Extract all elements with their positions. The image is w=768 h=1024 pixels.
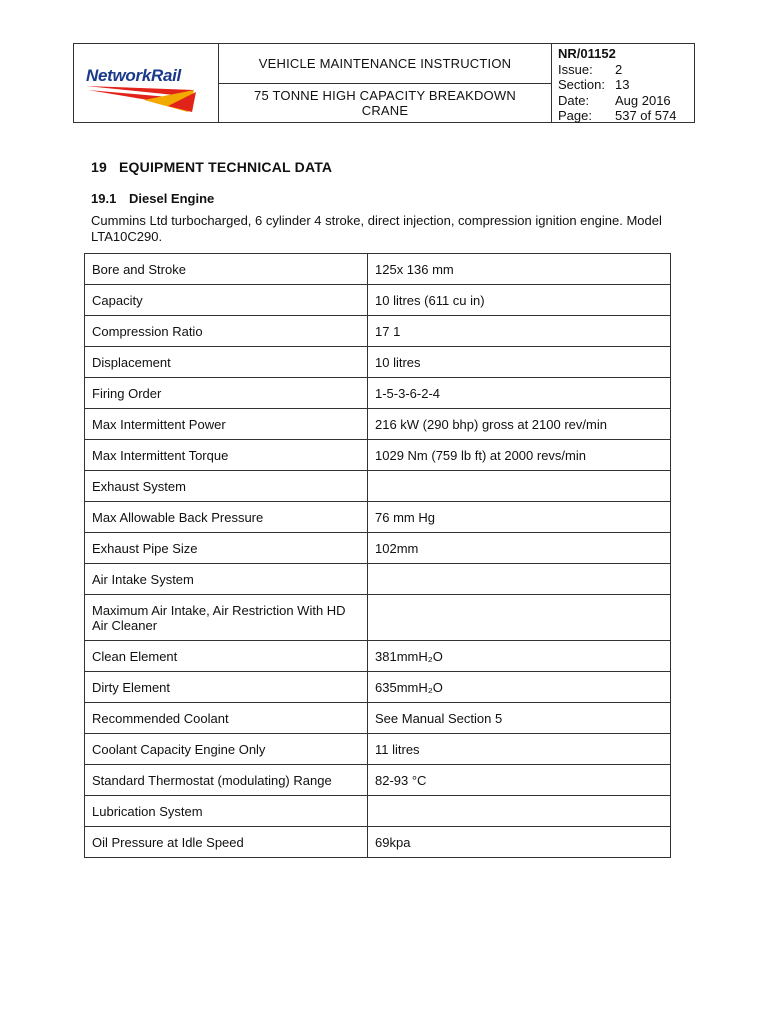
intro-paragraph: Cummins Ltd turbocharged, 6 cylinder 4 stroke, direct injection, compression ignition engine. Model LTA10C290.: [91, 213, 662, 244]
table-row: [85, 564, 671, 595]
subsection-heading: [91, 191, 214, 206]
spec-value: 381mmH₂O: [368, 641, 671, 672]
table-row: [85, 502, 671, 533]
spec-label: Lubrication System: [85, 796, 368, 827]
info-row-issue: Issue: 2: [558, 61, 623, 77]
spec-value: [368, 471, 671, 502]
table-row: [85, 796, 671, 827]
logo-cell: [74, 44, 219, 122]
table-row: [85, 440, 671, 471]
document-header: [73, 43, 695, 123]
table-row: [85, 533, 671, 564]
document-info: [552, 44, 694, 122]
spec-value: 635mmH₂O: [368, 672, 671, 703]
spec-label: Clean Element: [85, 641, 368, 672]
spec-value: 1-5-3-6-2-4: [368, 378, 671, 409]
table-row: [85, 471, 671, 502]
title-cell: [219, 44, 552, 122]
table-row: [85, 285, 671, 316]
spec-value: [368, 595, 671, 641]
spec-label: Exhaust System: [85, 471, 368, 502]
spec-label: Exhaust Pipe Size: [85, 533, 368, 564]
spec-label: Firing Order: [85, 378, 368, 409]
spec-label: Max Allowable Back Pressure: [85, 502, 368, 533]
spec-label: Maximum Air Intake, Air Restriction With HD Air Cleaner: [85, 595, 368, 641]
spec-value: [368, 796, 671, 827]
spec-label: Dirty Element: [85, 672, 368, 703]
spec-value: 11 litres: [368, 734, 671, 765]
subsection-title: Diesel Engine: [129, 191, 215, 206]
table-row: [85, 765, 671, 796]
subsection-number: 19.1: [91, 191, 117, 206]
spec-value: 102mm: [368, 533, 671, 564]
table-row: [85, 254, 671, 285]
spec-label: Compression Ratio: [85, 316, 368, 347]
section-number: 19: [91, 159, 107, 175]
logo-swoosh-icon: [84, 84, 204, 114]
table-row: [85, 734, 671, 765]
network-rail-logo: NetworkRail: [86, 66, 181, 85]
spec-label: Standard Thermostat (modulating) Range: [85, 765, 368, 796]
spec-value: 10 litres: [368, 347, 671, 378]
spec-value: 82-93 °C: [368, 765, 671, 796]
spec-label: Recommended Coolant: [85, 703, 368, 734]
document-title: 75 TONNE HIGH CAPACITY BREAKDOWN CRANE: [254, 88, 516, 118]
table-row: [85, 409, 671, 440]
table-row: [85, 827, 671, 858]
spec-value: 17 1: [368, 316, 671, 347]
spec-value: 69kpa: [368, 827, 671, 858]
engine-spec-table: [84, 253, 671, 858]
spec-label: Capacity: [85, 285, 368, 316]
document-type: VEHICLE MAINTENANCE INSTRUCTION: [219, 44, 551, 84]
document-number: NR/01152: [558, 46, 616, 61]
spec-value: 76 mm Hg: [368, 502, 671, 533]
section-title: EQUIPMENT TECHNICAL DATA: [119, 159, 333, 175]
spec-label: Max Intermittent Power: [85, 409, 368, 440]
spec-label: Max Intermittent Torque: [85, 440, 368, 471]
table-row: [85, 641, 671, 672]
table-row: [85, 378, 671, 409]
table-row: [85, 347, 671, 378]
table-row: [85, 672, 671, 703]
spec-label: Bore and Stroke: [85, 254, 368, 285]
info-row-section: Section: 13: [558, 77, 630, 92]
spec-label: Air Intake System: [85, 564, 368, 595]
spec-value: See Manual Section 5: [368, 703, 671, 734]
spec-value: 216 kW (290 bhp) gross at 2100 rev/min: [368, 409, 671, 440]
info-row-date: Date: Aug 2016: [558, 92, 671, 108]
section-heading: [91, 159, 332, 175]
spec-value: 125x 136 mm: [368, 254, 671, 285]
table-row: [85, 316, 671, 347]
table-row: [85, 703, 671, 734]
spec-label: Oil Pressure at Idle Speed: [85, 827, 368, 858]
info-row-page: Page: 537 of 574: [558, 108, 677, 123]
spec-value: 10 litres (611 cu in): [368, 285, 671, 316]
spec-value: [368, 564, 671, 595]
spec-label: Coolant Capacity Engine Only: [85, 734, 368, 765]
spec-label: Displacement: [85, 347, 368, 378]
table-row: [85, 595, 671, 641]
spec-value: 1029 Nm (759 lb ft) at 2000 revs/min: [368, 440, 671, 471]
